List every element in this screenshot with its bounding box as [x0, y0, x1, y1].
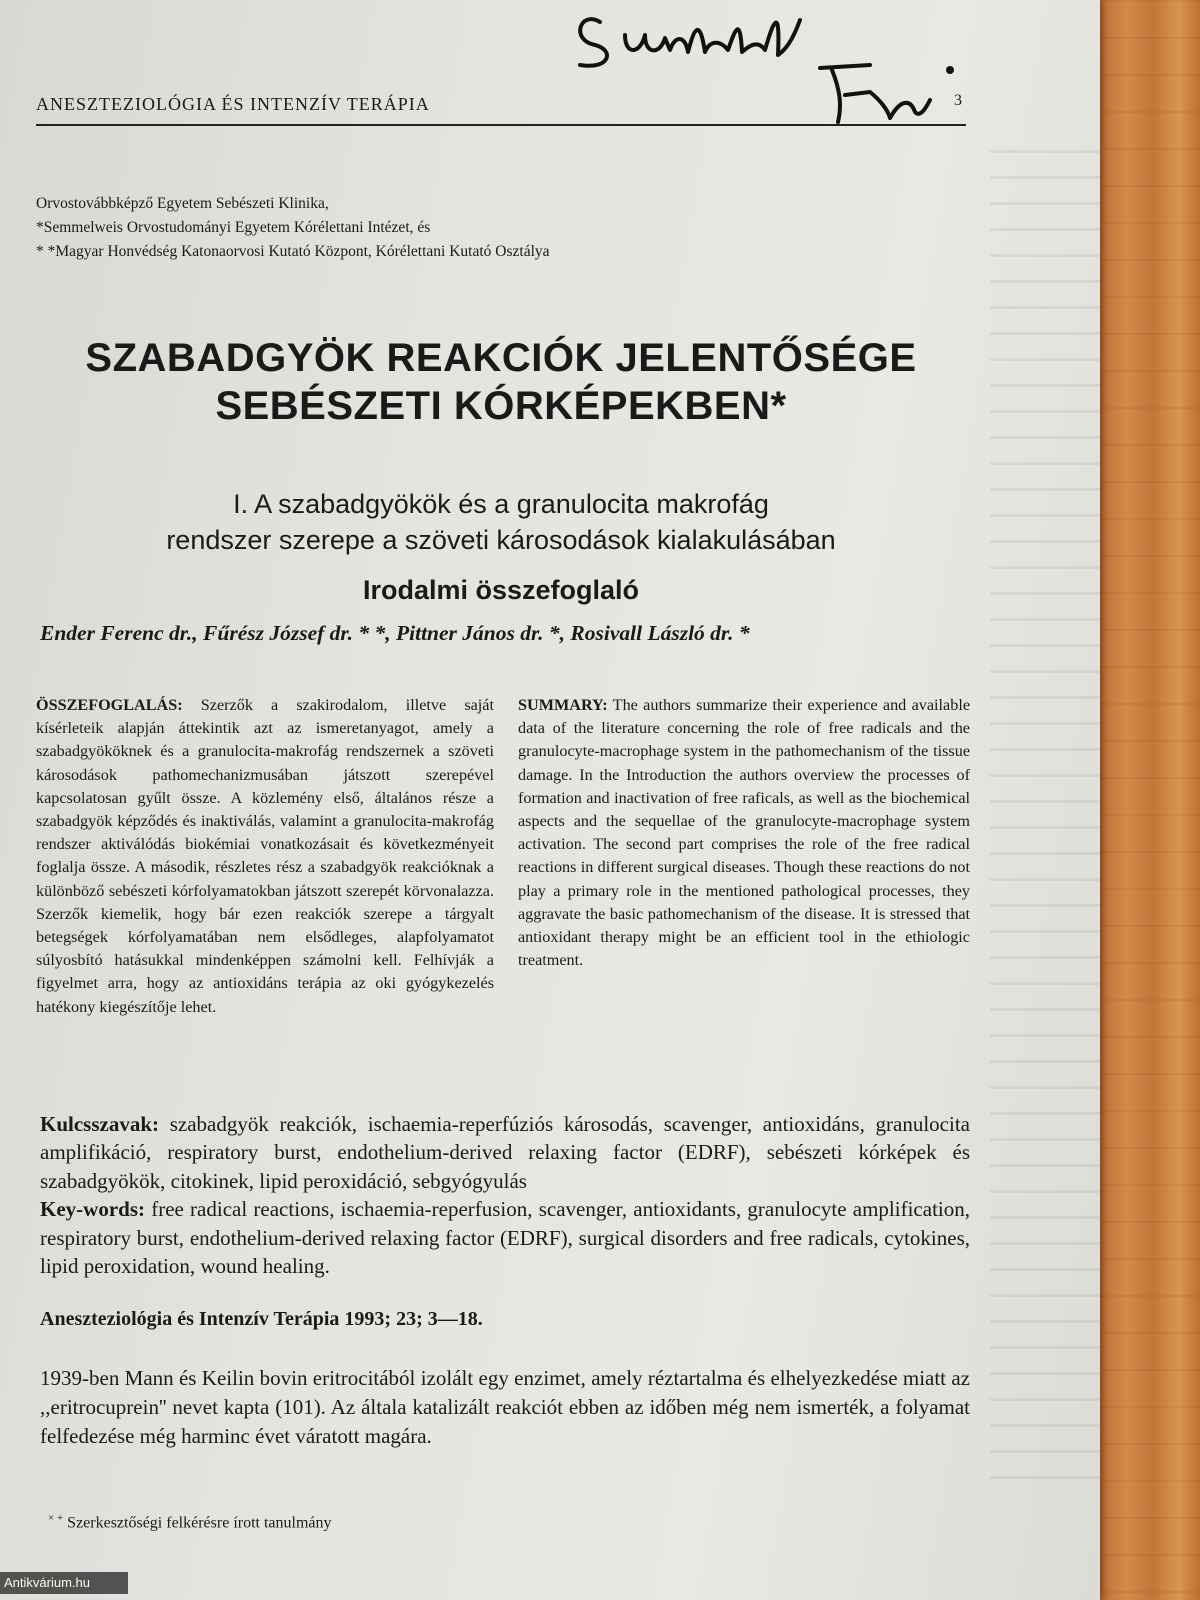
- affiliation-line: Orvostovábbképző Egyetem Sebészeti Klinika,: [36, 195, 329, 212]
- keywords-en-label: Key-words:: [40, 1197, 145, 1222]
- abstract-hungarian: [36, 694, 494, 1019]
- journal-header: ANESZTEZIOLÓGIA ÉS INTENZÍV TERÁPIA: [36, 94, 430, 114]
- footnote-text: Szerkesztőségi felkérésre írott tanulmány: [67, 1514, 332, 1532]
- keywords-hu-label: Kulcsszavak:: [40, 1112, 160, 1136]
- subtitle-line-1: I. A szabadgyökök és a granulocita makrofág: [233, 489, 769, 519]
- show-through-text: [990, 150, 1100, 1500]
- footnote: [48, 1512, 332, 1532]
- body-paragraph: 1939-ben Mann és Keilin bovin eritrocitából izolált egy enzimet, amely réztartalma és elhelyezkedése miatt az ,,eritrocuprein'' nevet kapta (101). Az általa katalizált reakciót ebben az időben még nem ismerték, a folyamat felfedezése még harminc évet váratott magára.: [40, 1366, 970, 1448]
- abstract-en-text: The authors summarize their experience and available data of the literature concerning the role of free radicals and the granulocyte-macrophage system in the pathomechanism of the tissue damage. In the Introduction the authors overview the processes of formation and inactivation of free raficals, as well as the biochemical aspects and the sequellae of the granulocyte-macrophage system activation. The second part comprises the role of the free radical reactions in different surgical diseases. Though these reactions do not play a primary role in the mentioned pathological processes, they aggravate the basic pathomechanism of the disease. It is stressed that antioxidant therapy might be an efficient tool in the ethiologic treatment.: [518, 696, 970, 970]
- article-subtitle: [36, 486, 966, 558]
- authors: Ender Ferenc dr., Fűrész József dr. * *, Pittner János dr. *, Rosivall László dr. *: [40, 621, 750, 645]
- page-number: 3: [954, 92, 962, 109]
- affiliation-line: *Semmelweis Orvostudományi Egyetem Kórélettani Intézet, és: [36, 219, 431, 236]
- abstract-en-label: SUMMARY:: [518, 696, 608, 714]
- review-type: Irodalmi összefoglaló: [362, 575, 640, 605]
- keywords-block: [40, 1110, 970, 1280]
- affiliation-line: * *Magyar Honvédség Katonaorvosi Kutató Központ, Kórélettani Kutató Osztálya: [36, 243, 550, 260]
- footnote-marker: × +: [48, 1512, 64, 1524]
- abstract-hu-text: Szerzők a szakirodalom, illetve saját kísérleteik alapján áttekintik azt az ismeretanyagot, amely a szabadgyököknek és a granulocita-makrofág rendszernek a szöveti károsodások pathomechanizmusában játszott szerepével kapcsolatosan gyűlt össze. A közlemény első, általános része a szabadgyök képződés és inaktiválás, valamint a granulocita-makrofág rendszer aktiválódás biokémiai vonatkozásait és következményeit foglalja össze. A második, részletes rész a szabadgyök reakcióknak a különböző sebészeti kórfolyamatokban játszott szerepét körvonalazza. Szerzők kiemelik, hogy bár ezen reakciók szerepe a tárgyalt betegségek kórfolyamatában nem elsődleges, alapfolyamatot súlyosbító hatásukkal mindenképpen számolni kell. Felhívják a figyelmet arra, hogy az antioxidáns terápia az oki gyógykezelés hatékony kiegészítője lehet.: [36, 696, 494, 1016]
- handwritten-signature: [570, 0, 990, 140]
- wood-grain: [1095, 0, 1200, 1600]
- watermark: Antikvárium.hu: [0, 1572, 128, 1594]
- abstract-hu-label: ÖSSZEFOGLALÁS:: [36, 696, 183, 714]
- citation: Aneszteziológia és Intenzív Terápia 1993; 23; 3—18.: [40, 1308, 483, 1330]
- keywords-hu-text: szabadgyök reakciók, ischaemia-reperfúziós károsodás, scavenger, antioxidáns, granulocita amplifikáció, respiratory burst, endothelium-derived relaxing factor (EDRF), sebészeti kórképek és szabadgyökök, citokinek, lipid peroxidáció, sebgyógyulás: [40, 1112, 970, 1193]
- title-line-2: SEBÉSZETI KÓRKÉPEKBEN*: [215, 384, 787, 428]
- keywords-en-text: free radical reactions, ischaemia-reperfusion, scavenger, antioxidants, granulocyte amplification, respiratory burst, endothelium-derived relaxing factor (EDRF), surgical disorders and free radicals, cytokines, lipid peroxidation, wound healing.: [40, 1197, 970, 1279]
- affiliations: [36, 192, 550, 264]
- subtitle-line-2: rendszer szerepe a szöveti károsodások kialakulásában: [166, 525, 836, 555]
- title-line-1: SZABADGYÖK REAKCIÓK JELENTŐSÉGE: [85, 336, 917, 380]
- article-title: [36, 334, 966, 430]
- abstract-english: [518, 694, 970, 972]
